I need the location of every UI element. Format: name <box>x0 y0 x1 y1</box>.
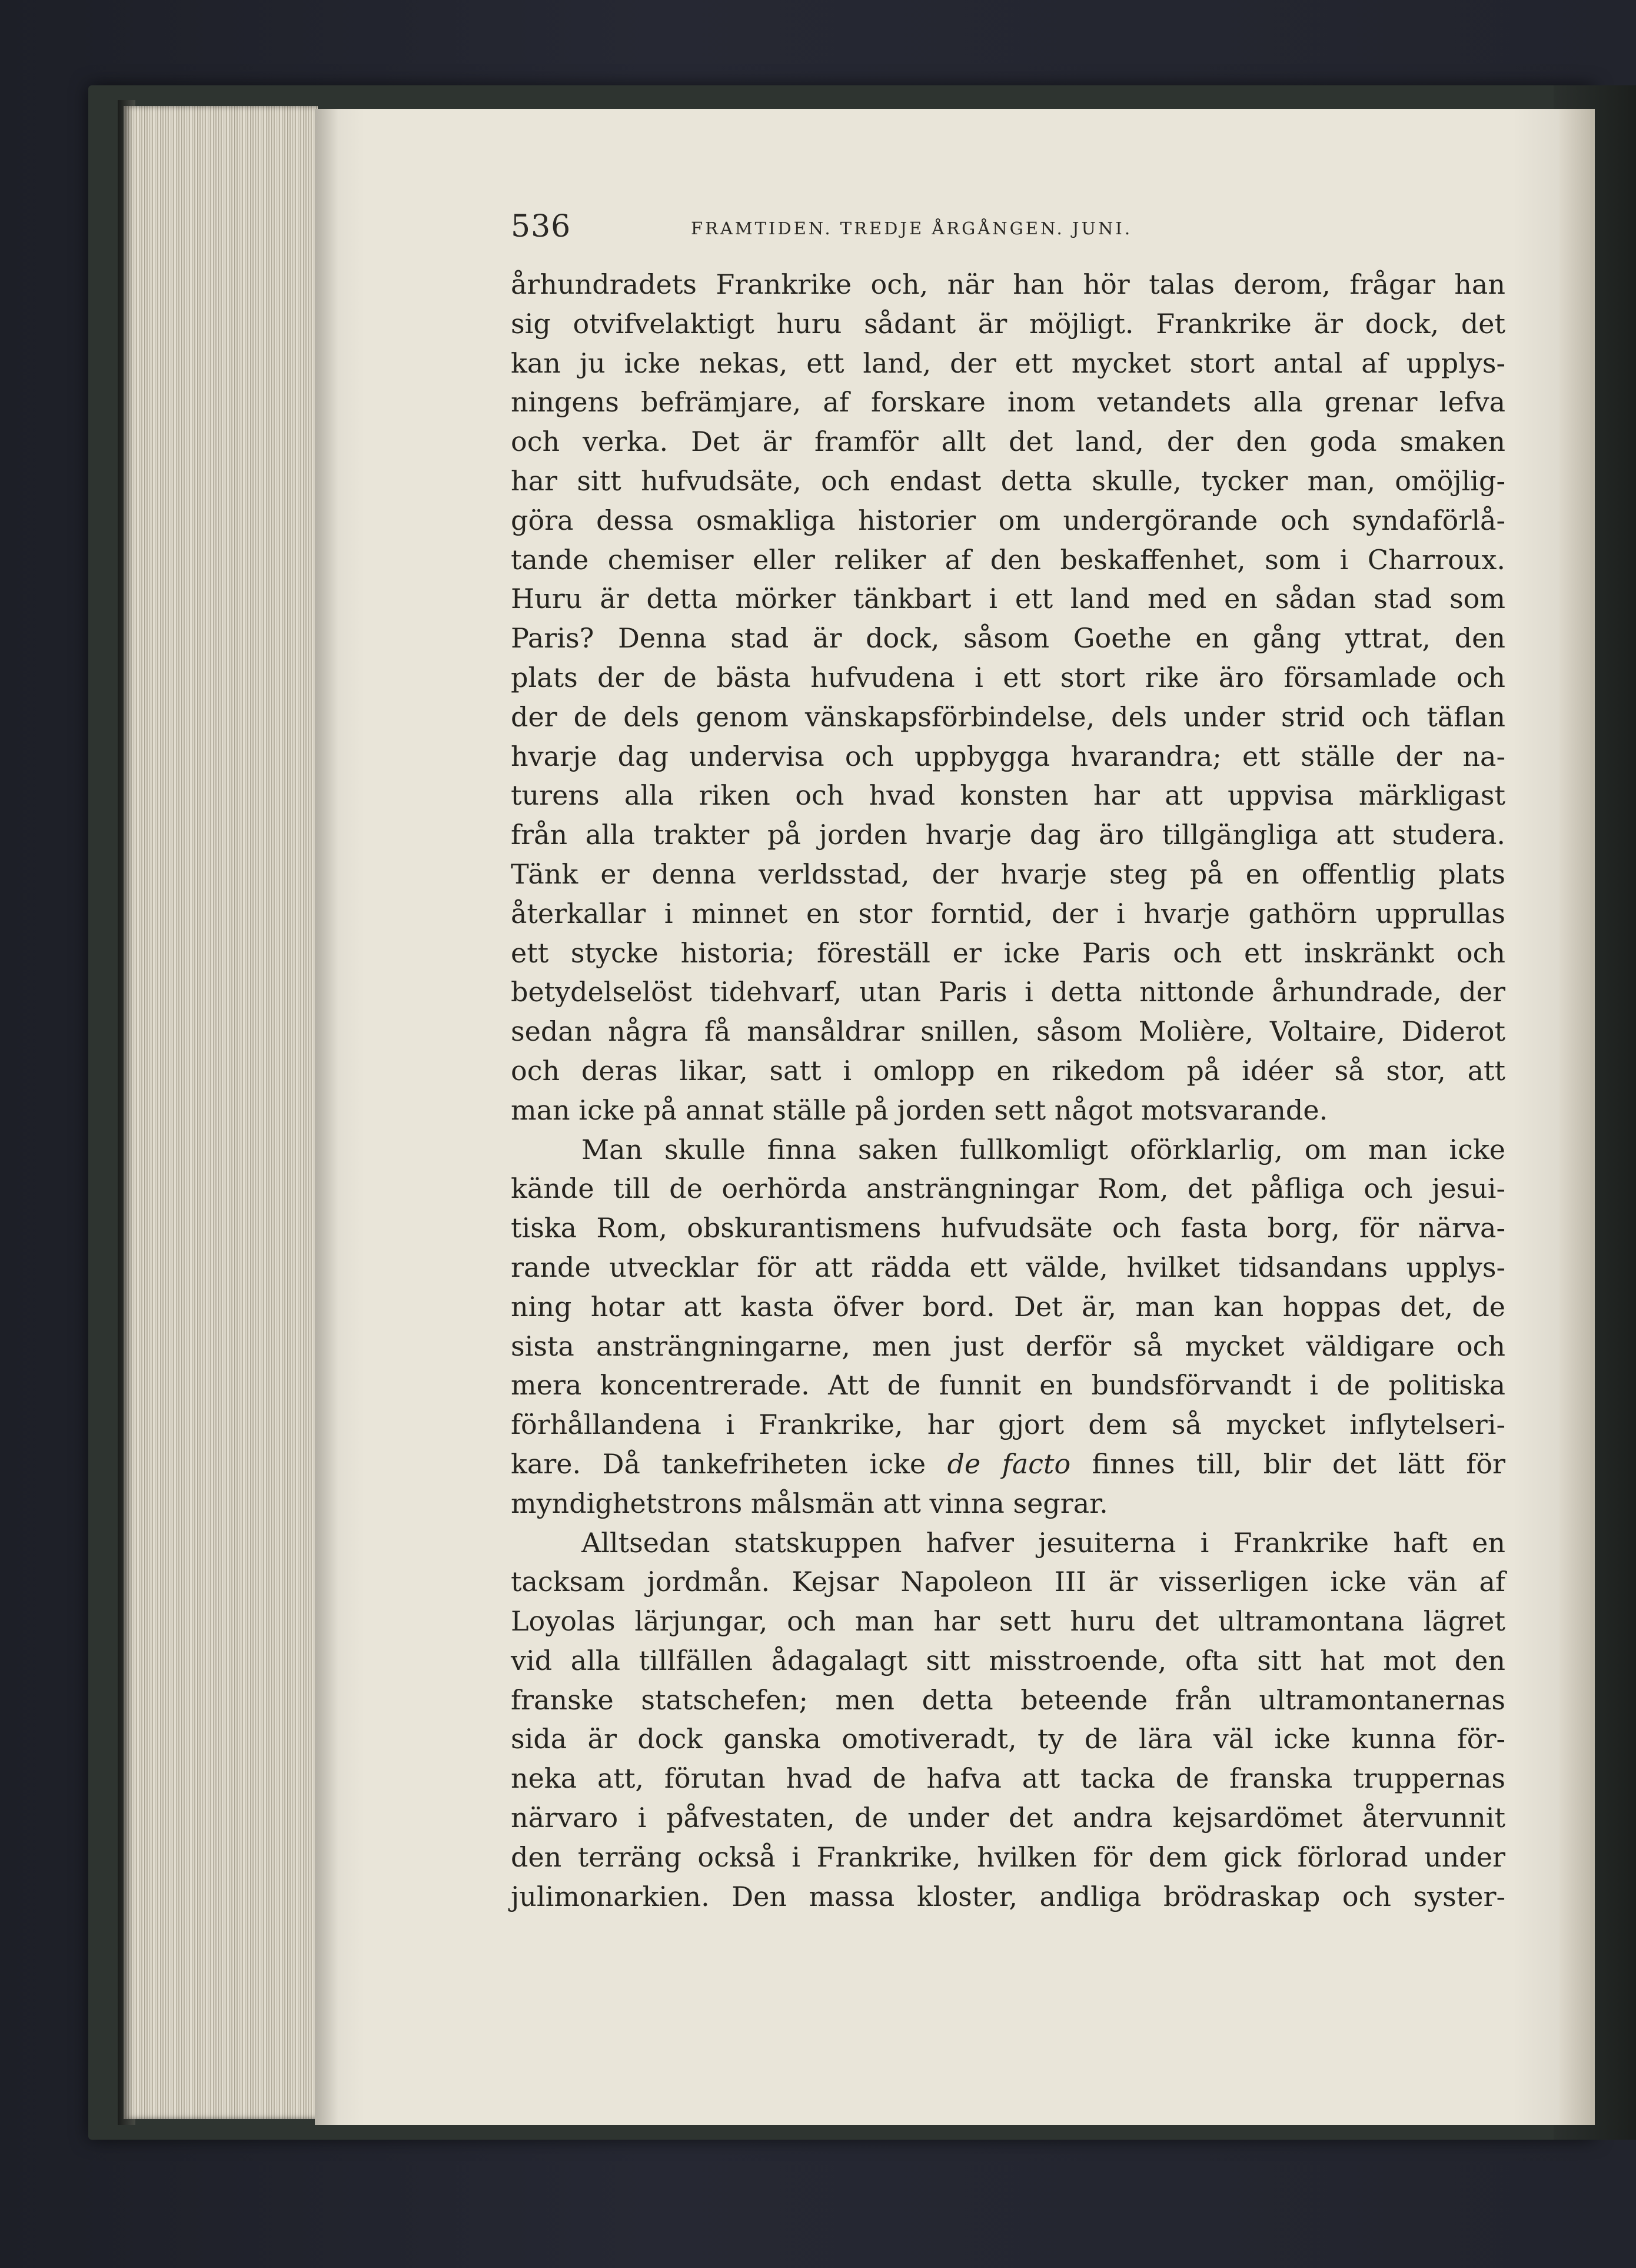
text-line: hvarje dag undervisa och uppbygga hvarandra; ett ställe der na- <box>511 740 1505 772</box>
text-line: mera koncentrerade. Att de funnit en bundsförvandt i de politiska <box>511 1369 1505 1402</box>
text-line: närvaro i påfvestaten, de under det andra kejsardömet återvunnit <box>511 1802 1505 1834</box>
text-line: och deras likar, satt i omlopp en rikedom på idéer så stor, att <box>511 1054 1505 1087</box>
italic-phrase: de facto <box>947 1447 1071 1480</box>
text-line: sedan några få mansåldrar snillen, såsom Molière, Voltaire, Diderot <box>511 1015 1505 1048</box>
text-line: från alla trakter på jorden hvarje dag äro tillgängliga att studera. <box>511 819 1505 851</box>
text-line: sig otvifvelaktigt huru sådant är möjligt. Frankrike är dock, det <box>511 307 1505 340</box>
text-line: århundradets Frankrike och, när han hör talas derom, frågar han <box>511 268 1505 300</box>
text-line: och verka. Det är framför allt det land, der den goda smaken <box>511 426 1505 458</box>
text-line: betydelselöst tidehvarf, utan Paris i detta nittonde århundrade, der <box>511 976 1505 1008</box>
text-line: har sitt hufvudsäte, och endast detta skulle, tycker man, omöjlig- <box>511 464 1505 497</box>
text-line: Paris? Denna stad är dock, såsom Goethe en gång yttrat, den <box>511 622 1505 655</box>
text-line: kände till de oerhörda ansträngningar Rom, det påfliga och jesui- <box>511 1173 1505 1205</box>
text-line: kan ju icke nekas, ett land, der ett mycket stort antal af upplys- <box>511 347 1505 379</box>
text-line: neka att, förutan hvad de hafva att tacka de franska truppernas <box>511 1762 1505 1795</box>
page-number: 536 <box>511 209 571 244</box>
text-line: ningens befrämjare, af forskare inom vetandets alla grenar lefva <box>511 386 1505 419</box>
text-line: tacksam jordmån. Kejsar Napoleon III är visserligen icke vän af <box>511 1566 1505 1598</box>
text-line: ett stycke historia; föreställ er icke Paris och ett inskränkt och <box>511 937 1505 969</box>
text-line: man icke på annat ställe på jorden sett något motsvarande. <box>511 1094 1328 1126</box>
opposite-page-edge <box>1559 109 1595 2125</box>
text-line: ning hotar att kasta öfver bord. Det är, man kan hoppas det, de <box>511 1290 1505 1323</box>
text-line: sida är dock ganska omotiveradt, ty de lära väl icke kunna för- <box>511 1723 1505 1755</box>
text-line: förhållandena i Frankrike, har gjort dem så mycket inflytelseri- <box>511 1409 1505 1441</box>
text-line: göra dessa osmakliga historier om undergörande och syndaförlå- <box>511 504 1505 536</box>
text-line: sista ansträngningarne, men just derför så mycket väldigare och <box>511 1330 1505 1362</box>
text-line: julimonarkien. Den massa kloster, andliga brödraskap och syster- <box>511 1880 1505 1912</box>
text-line: återkallar i minnet en stor forntid, der i hvarje gathörn upprullas <box>511 897 1505 929</box>
text-line: myndighetstrons målsmän att vinna segrar. <box>511 1487 1108 1519</box>
text-line: plats der de bästa hufvudena i ett stort rike äro församlade och <box>511 661 1505 693</box>
page-header <box>511 209 1276 262</box>
text-segment: kare. Då tankefriheten icke <box>511 1447 947 1480</box>
text-line: Alltsedan statskuppen hafver jesuiterna i Frankrike haft en <box>581 1526 1505 1559</box>
text-line: franske statschefen; men detta beteende från ultramontanernas <box>511 1683 1505 1716</box>
text-line: Huru är detta mörker tänkbart i ett land med en sådan stad som <box>511 583 1505 615</box>
text-line: tiska Rom, obskurantismens hufvudsäte och fasta borg, för närva- <box>511 1212 1505 1244</box>
text-line: tande chemiser eller reliker af den beskaffenhet, som i Charroux. <box>511 543 1505 576</box>
text-line: Tänk er denna verldsstad, der hvarje steg på en offentlig plats <box>511 858 1505 890</box>
page-stack-edges <box>124 106 318 2119</box>
text-line: Loyolas lärjungar, och man har sett huru det ultramontana lägret <box>511 1605 1505 1638</box>
text-segment: finnes till, blir det lätt för <box>1070 1447 1506 1480</box>
text-line: turens alla riken och hvad konsten har att uppvisa märkligast <box>511 779 1505 812</box>
text-line: der de dels genom vänskapsförbindelse, dels under strid och täflan <box>511 700 1505 733</box>
text-line: den terräng också i Frankrike, hvilken för dem gick förlorad under <box>511 1841 1505 1873</box>
running-head: FRAMTIDEN. TREDJE ÅRGÅNGEN. JUNI. <box>691 218 1133 238</box>
text-line <box>511 1445 1505 1484</box>
body-text <box>511 265 1505 1916</box>
gutter-shadow <box>315 109 338 2125</box>
text-line: Man skulle finna saken fullkomligt oförklarlig, om man icke <box>581 1133 1505 1165</box>
text-line: vid alla tillfällen ådagalagt sitt misstroende, ofta sitt hat mot den <box>511 1644 1505 1676</box>
text-line: rande utvecklar för att rädda ett välde, hvilket tidsandans upplys- <box>511 1251 1505 1283</box>
